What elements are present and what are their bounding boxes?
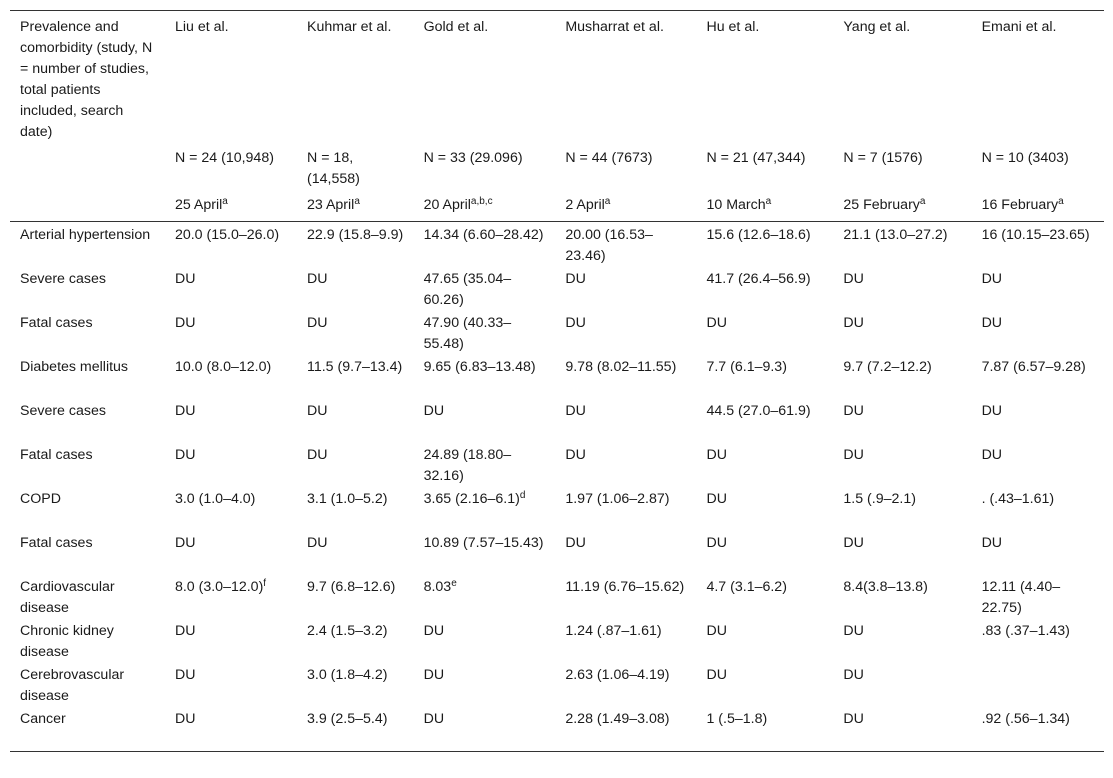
cell-value: 21.1 (13.0–27.2): [843, 227, 948, 243]
header-row-study-names: [10, 11, 1104, 146]
cell-value: DU: [174, 447, 196, 463]
footnote-marker: a: [919, 196, 926, 207]
table-cell: [833, 663, 971, 707]
table-cell: [414, 663, 556, 707]
table-cell: [972, 399, 1104, 443]
table-cell: [972, 267, 1104, 311]
cell-value: 2.63 (1.06–4.19): [565, 667, 670, 683]
table-cell: [555, 222, 696, 268]
table-cell: [972, 531, 1104, 575]
table-cell: [297, 355, 414, 399]
column-header-study: Yang et al.: [833, 11, 971, 146]
header-row-study-size: [10, 145, 1104, 192]
search-date: [696, 192, 833, 222]
table-cell: [555, 619, 696, 663]
cell-value: DU: [174, 315, 196, 331]
study-size: N = 18, (14,558): [307, 150, 360, 187]
cell-value: 8.03: [423, 579, 452, 595]
table-cell: [696, 311, 833, 355]
cell-value: 1.24 (.87–1.61): [565, 623, 662, 639]
row-label: Diabetes mellitus: [20, 359, 129, 375]
footnote-marker: a,b,c: [470, 196, 493, 207]
cell-value: DU: [843, 271, 864, 287]
table-cell: [414, 443, 556, 487]
cell-value: DU: [174, 623, 196, 639]
cell-value: DU: [706, 535, 727, 551]
cell-value: DU: [565, 535, 586, 551]
study-size: N = 21 (47,344): [706, 150, 806, 166]
table-cell: [833, 575, 971, 619]
cell-value: 8.4(3.8–13.8): [843, 579, 928, 595]
search-date: [414, 192, 556, 222]
cell-value: DU: [307, 447, 328, 463]
table-cell: [297, 575, 414, 619]
cell-value: 10.89 (7.57–15.43): [423, 535, 544, 551]
cell-value: DU: [174, 403, 196, 419]
cell-value: 15.6 (12.6–18.6): [706, 227, 811, 243]
cell-value: 14.34 (6.60–28.42): [423, 227, 544, 243]
table-cell: [414, 531, 556, 575]
cell-value: 3.9 (2.5–5.4): [307, 711, 388, 727]
header-row-search-date: [10, 192, 1104, 222]
table-cell: [297, 311, 414, 355]
table-cell: [972, 311, 1104, 355]
search-date: [972, 192, 1104, 222]
cell-value: 41.7 (26.4–56.9): [706, 271, 811, 287]
cell-value: DU: [423, 403, 445, 419]
table-row: [10, 531, 1104, 575]
column-header-study: Hu et al.: [696, 11, 833, 146]
cell-value: DU: [843, 711, 864, 727]
cell-value: 10.0 (8.0–12.0): [174, 359, 272, 375]
cell-value: 3.1 (1.0–5.2): [307, 491, 388, 507]
row-label: Severe cases: [20, 403, 106, 419]
cell-value: DU: [981, 447, 1003, 463]
table-row: [10, 355, 1104, 399]
table-cell: [297, 487, 414, 531]
row-label: Fatal cases: [20, 315, 93, 331]
table-cell: [414, 311, 556, 355]
cell-value: 9.65 (6.83–13.48): [423, 359, 536, 375]
cell-value: 3.0 (1.8–4.2): [307, 667, 388, 683]
cell-value: DU: [423, 623, 445, 639]
cell-value: DU: [565, 271, 586, 287]
cell-value: DU: [981, 535, 1003, 551]
cell-value: 20.00 (16.53–23.46): [565, 227, 653, 264]
row-label: Fatal cases: [20, 535, 93, 551]
cell-value: DU: [981, 315, 1003, 331]
table-cell: [833, 619, 971, 663]
search-date-text: 10 March: [706, 197, 766, 213]
table-cell: [555, 311, 696, 355]
column-header-study: Gold et al.: [414, 11, 556, 146]
table-cell: [555, 487, 696, 531]
table-cell: [696, 663, 833, 707]
table-row: [10, 663, 1104, 707]
row-label: Severe cases: [20, 271, 106, 287]
table-cell: [972, 575, 1104, 619]
footnote-marker: a: [604, 196, 611, 207]
table-cell: [555, 443, 696, 487]
table-cell: [833, 355, 971, 399]
table-body: [10, 222, 1104, 752]
table-row: [10, 267, 1104, 311]
study-size: N = 7 (1576): [843, 150, 923, 166]
row-label: COPD: [20, 491, 61, 507]
table-cell: [297, 443, 414, 487]
table-cell: [833, 267, 971, 311]
cell-value: 9.78 (8.02–11.55): [565, 359, 677, 375]
cell-value: 11.5 (9.7–13.4): [307, 359, 403, 375]
table-cell: [696, 619, 833, 663]
table-row: [10, 487, 1104, 531]
cell-value: 9.7 (6.8–12.6): [307, 579, 396, 595]
column-header-study: Kuhmar et al.: [297, 11, 414, 146]
footnote-marker: d: [519, 490, 526, 501]
table-cell: [555, 399, 696, 443]
table-cell: [555, 663, 696, 707]
row-label: Fatal cases: [20, 447, 93, 463]
table-cell: [555, 531, 696, 575]
table-cell: [555, 355, 696, 399]
table-cell: [297, 222, 414, 268]
cell-value: DU: [174, 711, 196, 727]
cell-value: DU: [307, 271, 328, 287]
search-date-text: 16 February: [981, 197, 1059, 213]
table-cell: [165, 311, 297, 355]
cell-value: 1.97 (1.06–2.87): [565, 491, 670, 507]
cell-value: DU: [843, 403, 864, 419]
cell-value: DU: [843, 535, 864, 551]
cell-value: 20.0 (15.0–26.0): [174, 227, 280, 243]
cell-value: 1 (.5–1.8): [706, 711, 768, 727]
table-cell: [696, 443, 833, 487]
cell-value: DU: [706, 315, 727, 331]
table-cell: [833, 222, 971, 268]
table-cell: [833, 311, 971, 355]
column-header-study: Emani et al.: [972, 11, 1104, 146]
cell-value: 3.0 (1.0–4.0): [174, 491, 256, 507]
cell-value: 7.87 (6.57–9.28): [981, 359, 1086, 375]
cell-value: DU: [423, 667, 445, 683]
cell-value: 22.9 (15.8–9.9): [307, 227, 404, 243]
cell-value: DU: [706, 623, 727, 639]
table-cell: [555, 575, 696, 619]
search-date: [165, 192, 297, 222]
table-cell: [972, 487, 1104, 531]
table-cell: [165, 487, 297, 531]
header-spacer: [10, 192, 165, 222]
cell-value: DU: [981, 403, 1003, 419]
header-spacer: [10, 145, 165, 192]
footnote-marker: a: [1058, 196, 1064, 207]
cell-value: DU: [423, 711, 445, 727]
footnote-marker: a: [765, 196, 772, 207]
table-cell: [972, 707, 1104, 751]
table-cell: [297, 707, 414, 751]
table-row: [10, 443, 1104, 487]
table-row: [10, 399, 1104, 443]
table-cell: [165, 575, 297, 619]
row-label: Cardiovascular disease: [20, 579, 115, 616]
cell-value: 1.5 (.9–2.1): [843, 491, 916, 507]
cell-value: DU: [307, 403, 328, 419]
table-cell: [414, 487, 556, 531]
table-cell: [696, 355, 833, 399]
cell-value: 3.65 (2.16–6.1): [423, 491, 520, 507]
search-date-text: 2 April: [565, 197, 605, 213]
table-cell: [555, 267, 696, 311]
table-cell: [165, 707, 297, 751]
table-cell: [165, 267, 297, 311]
table-cell: [297, 619, 414, 663]
table-row: [10, 619, 1104, 663]
table-cell: [696, 575, 833, 619]
cell-value: DU: [843, 623, 864, 639]
row-label: Cancer: [10, 707, 165, 751]
table-cell: [972, 619, 1104, 663]
table-cell: [297, 267, 414, 311]
table-cell: [833, 707, 971, 751]
cell-value: DU: [174, 667, 196, 683]
table-cell: [696, 707, 833, 751]
cell-value: 12.11 (4.40–22.75): [981, 579, 1061, 616]
table-cell: [696, 399, 833, 443]
footnote-marker: e: [451, 578, 457, 589]
cell-value: DU: [981, 271, 1003, 287]
table-cell: [696, 487, 833, 531]
table-cell: [165, 663, 297, 707]
table-row: [10, 707, 1104, 751]
table-cell: [833, 531, 971, 575]
cell-value: DU: [706, 491, 727, 507]
table-cell: [414, 355, 556, 399]
table-cell: [696, 222, 833, 268]
column-header-study: Liu et al.: [165, 11, 297, 146]
search-date-text: 25 February: [843, 197, 920, 213]
table-cell: [414, 222, 556, 268]
cell-value: DU: [565, 403, 586, 419]
search-date-text: 20 April: [423, 197, 471, 213]
cell-value: 16 (10.15–23.65): [981, 227, 1090, 243]
table-cell: [297, 663, 414, 707]
cell-value: DU: [843, 315, 864, 331]
cell-value: .92 (.56–1.34): [981, 711, 1070, 727]
cell-value: DU: [307, 315, 328, 331]
table-row: [10, 575, 1104, 619]
table-cell: [414, 707, 556, 751]
column-header-study: Musharrat et al.: [555, 11, 696, 146]
study-size: N = 10 (3403): [981, 150, 1069, 166]
table-cell: [972, 663, 1104, 707]
row-label: Cerebrovascular disease: [20, 667, 125, 704]
cell-value: 11.19 (6.76–15.62): [565, 579, 685, 595]
table-cell: [297, 399, 414, 443]
table-cell: [165, 531, 297, 575]
table-row: [10, 222, 1104, 268]
cell-value: DU: [174, 535, 196, 551]
cell-value: 7.7 (6.1–9.3): [706, 359, 787, 375]
cell-value: DU: [174, 271, 196, 287]
footnote-marker: a: [222, 196, 228, 207]
search-date: [297, 192, 414, 222]
table-cell: [165, 399, 297, 443]
table-cell: [972, 222, 1104, 268]
table-cell: [165, 222, 297, 268]
table-cell: [165, 619, 297, 663]
table-cell: [696, 531, 833, 575]
study-size: N = 33 (29.096): [423, 150, 523, 166]
study-size: N = 44 (7673): [565, 150, 653, 166]
cell-value: DU: [565, 447, 586, 463]
table-cell: [833, 487, 971, 531]
footnote-marker: a: [354, 196, 360, 207]
cell-value: 44.5 (27.0–61.9): [706, 403, 811, 419]
cell-value: DU: [565, 315, 586, 331]
row-label: Chronic kidney disease: [20, 623, 114, 660]
table-cell: [414, 575, 556, 619]
cell-value: 8.0 (3.0–12.0): [174, 579, 264, 595]
row-label: Arterial hypertension: [20, 227, 151, 243]
table-cell: [165, 443, 297, 487]
table-row: [10, 311, 1104, 355]
cell-value: DU: [706, 447, 727, 463]
cell-value: .83 (.37–1.43): [981, 623, 1070, 639]
cell-value: . (.43–1.61): [981, 491, 1055, 507]
study-size: N = 24 (10,948): [174, 150, 274, 166]
cell-value: 2.28 (1.49–3.08): [565, 711, 670, 727]
table-header: [10, 11, 1104, 222]
cell-value: 9.7 (7.2–12.2): [843, 359, 932, 375]
table-cell: [297, 531, 414, 575]
cell-value: 2.4 (1.5–3.2): [307, 623, 388, 639]
search-date-text: 25 April: [174, 197, 223, 213]
search-date: [833, 192, 971, 222]
table-cell: [972, 355, 1104, 399]
cell-value: 4.7 (3.1–6.2): [706, 579, 787, 595]
search-date-text: 23 April: [307, 197, 355, 213]
cell-value: 47.65 (35.04–60.26): [423, 271, 512, 308]
cell-value: 47.90 (40.33–55.48): [423, 315, 512, 352]
cell-value: DU: [843, 447, 864, 463]
table-cell: [414, 267, 556, 311]
search-date: [555, 192, 696, 222]
cell-value: DU: [843, 667, 864, 683]
table-cell: [555, 707, 696, 751]
table-cell: [833, 399, 971, 443]
footnote-marker: f: [263, 578, 267, 589]
table-cell: [696, 267, 833, 311]
comorbidity-prevalence-table: [10, 10, 1104, 752]
table-cell: [414, 399, 556, 443]
table-cell: [165, 355, 297, 399]
column-header-prevalence: Prevalence and comorbidity (study, N = number of studies, total patients included, search date): [10, 11, 165, 146]
cell-value: 24.89 (18.80–32.16): [423, 447, 512, 484]
cell-value: DU: [706, 667, 727, 683]
table-cell: [414, 619, 556, 663]
cell-value: DU: [307, 535, 328, 551]
table-cell: [972, 443, 1104, 487]
table-cell: [833, 443, 971, 487]
